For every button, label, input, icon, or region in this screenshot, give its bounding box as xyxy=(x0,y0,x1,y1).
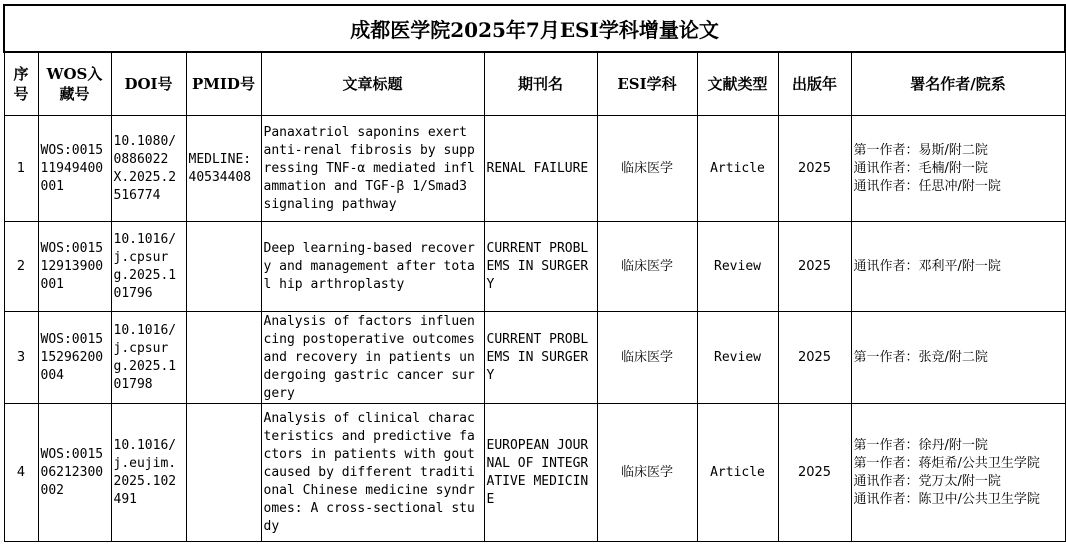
doc-type: Review xyxy=(697,312,778,404)
table-row xyxy=(4,312,1065,404)
author-entry: 通讯作者：任思冲/附一院 xyxy=(853,178,1001,194)
wos-id: WOS:001515296200004 xyxy=(38,312,111,404)
author-entry: 第一作者：蒋炬希/公共卫生学院 xyxy=(853,455,1040,471)
wos-id: WOS:001512913900001 xyxy=(38,222,111,312)
esi-subject: 临床医学 xyxy=(597,116,697,222)
authors-cell xyxy=(851,404,1065,542)
esi-subject: 临床医学 xyxy=(597,222,697,312)
author-entry: 第一作者：张竞/附二院 xyxy=(853,349,988,365)
table-row xyxy=(4,222,1065,312)
wos-id: WOS:001506212300002 xyxy=(38,404,111,542)
author-entry: 第一作者：易斯/附二院 xyxy=(853,142,988,158)
doi: 10.1016/j.cpsurg.2025.101798 xyxy=(111,312,186,404)
journal-name: CURRENT PROBLEMS IN SURGERY xyxy=(484,222,597,312)
doi: 10.1016/j.cpsurg.2025.101796 xyxy=(111,222,186,312)
header-authors: 署名作者/院系 xyxy=(851,52,1065,116)
doi: 10.1016/j.eujim.2025.102491 xyxy=(111,404,186,542)
page-title: 成都医学院2025年7月ESI学科增量论文 xyxy=(4,5,1065,52)
doc-type: Review xyxy=(697,222,778,312)
row-no: 1 xyxy=(4,116,38,222)
article-title: Analysis of clinical characteristics and predictive factors in patients with gout caused by different traditional Chinese medicine syndromes: A cross-sectional study xyxy=(261,404,484,542)
journal-name: RENAL FAILURE xyxy=(484,116,597,222)
esi-subject: 临床医学 xyxy=(597,312,697,404)
row-no: 4 xyxy=(4,404,38,542)
header-no: 序号 xyxy=(4,52,38,116)
header-journal: 期刊名 xyxy=(484,52,597,116)
pmid: MEDLINE:40534408 xyxy=(186,116,261,222)
doc-type: Article xyxy=(697,404,778,542)
pub-year: 2025 xyxy=(778,116,851,222)
article-title: Deep learning-based recovery and management after total hip arthroplasty xyxy=(261,222,484,312)
row-no: 2 xyxy=(4,222,38,312)
wos-id: WOS:001511949400001 xyxy=(38,116,111,222)
pmid xyxy=(186,404,261,542)
authors-cell xyxy=(851,222,1065,312)
header-wos: WOS入藏号 xyxy=(38,52,111,116)
table-row xyxy=(4,116,1065,222)
doc-type: Article xyxy=(697,116,778,222)
article-title: Panaxatriol saponins exert anti-renal fibrosis by suppressing TNF-α mediated inflammation and TGF-β 1/Smad3 signaling pathway xyxy=(261,116,484,222)
pub-year: 2025 xyxy=(778,404,851,542)
header-doc-type: 文献类型 xyxy=(697,52,778,116)
header-pmid: PMID号 xyxy=(186,52,261,116)
pmid xyxy=(186,222,261,312)
authors-cell xyxy=(851,116,1065,222)
author-entry: 通讯作者：党万太/附一院 xyxy=(853,473,1001,489)
pmid xyxy=(186,312,261,404)
author-entry: 通讯作者：邓利平/附一院 xyxy=(853,258,1001,274)
header-esi: ESI学科 xyxy=(597,52,697,116)
table-row xyxy=(4,404,1065,542)
author-entry: 第一作者：徐丹/附一院 xyxy=(853,437,988,453)
header-row xyxy=(4,52,1065,116)
pub-year: 2025 xyxy=(778,312,851,404)
article-title: Analysis of factors influencing postoperative outcomes and recovery in patients undergoing gastric cancer surgery xyxy=(261,312,484,404)
header-article-title: 文章标题 xyxy=(261,52,484,116)
doi: 10.1080/0886022X.2025.2516774 xyxy=(111,116,186,222)
header-doi: DOI号 xyxy=(111,52,186,116)
esi-subject: 临床医学 xyxy=(597,404,697,542)
journal-name: EUROPEAN JOURNAL OF INTEGRATIVE MEDICINE xyxy=(484,404,597,542)
row-no: 3 xyxy=(4,312,38,404)
authors-cell xyxy=(851,312,1065,404)
pub-year: 2025 xyxy=(778,222,851,312)
journal-name: CURRENT PROBLEMS IN SURGERY xyxy=(484,312,597,404)
esi-papers-table xyxy=(3,4,1066,542)
header-year: 出版年 xyxy=(778,52,851,116)
author-entry: 通讯作者：陈卫中/公共卫生学院 xyxy=(853,491,1040,507)
author-entry: 通讯作者：毛楠/附一院 xyxy=(853,160,988,176)
